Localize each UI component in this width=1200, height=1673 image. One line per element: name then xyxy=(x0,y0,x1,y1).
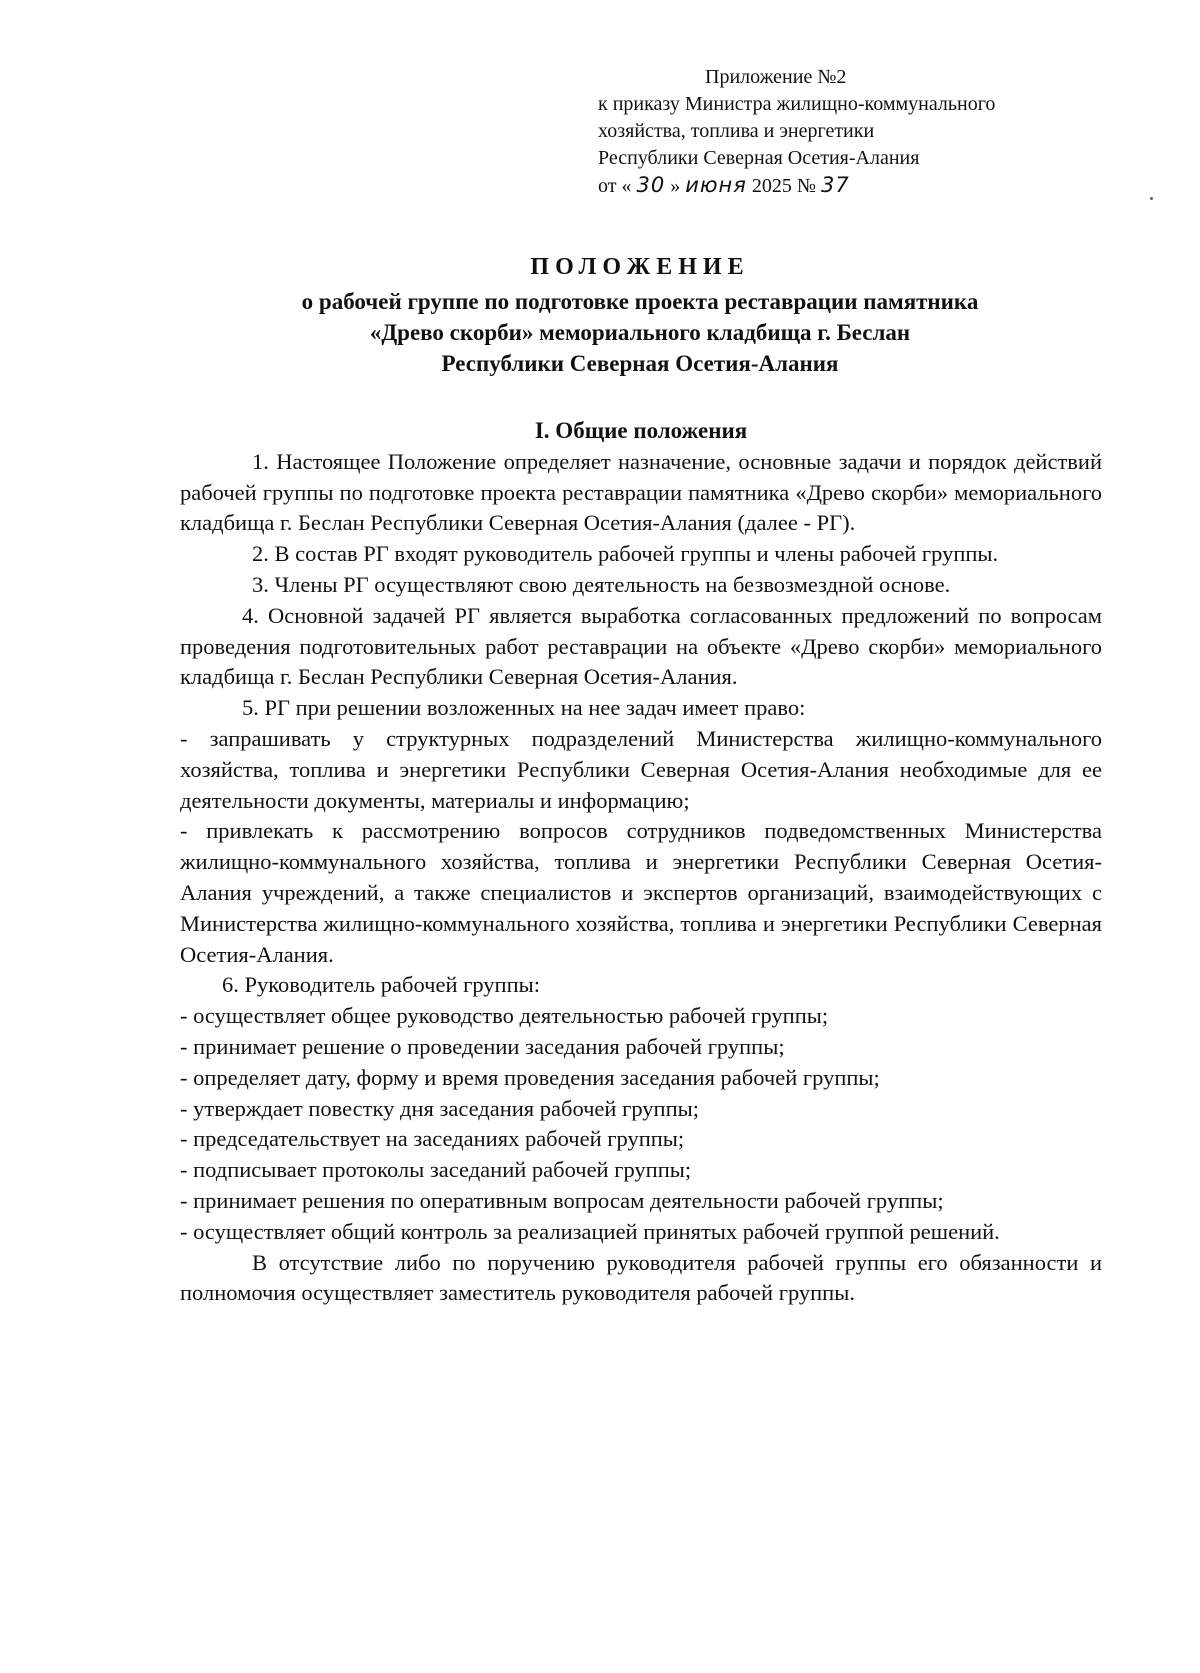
paragraph-6-item-h: - осуществляет общий контроль за реализацией принятых рабочей группой решений. xyxy=(180,1218,1000,1244)
date-mid: » xyxy=(670,175,681,197)
paragraph-6-item-b: - принимает решение о проведении заседания рабочей группы; xyxy=(180,1033,785,1059)
document-title xyxy=(178,252,1102,379)
paragraph-2: 2. В состав РГ входят руководитель рабочей группы и члены рабочей группы. xyxy=(252,541,999,567)
appendix-date-line xyxy=(598,172,1118,200)
paragraph-5-item-a: - запрашивать у структурных подразделений Министерства жилищно-коммунального хозяйства, топлива и энергетики Республики Северная Осетия-Алания необходимые для ее деятельности документы, материалы и информацию; xyxy=(180,725,1102,813)
paragraph-6-item-d: - утверждает повестку дня заседания рабочей группы; xyxy=(180,1095,699,1121)
title-heading: ПОЛОЖЕНИЕ xyxy=(530,254,750,280)
paragraph-6-item-a: - осуществляет общее руководство деятельностью рабочей группы; xyxy=(180,1003,829,1029)
appendix-republic-line: Республики Северная Осетия-Алания xyxy=(598,147,920,169)
paragraph-3: 3. Члены РГ осуществляют свою деятельность на безвозмездной основе. xyxy=(252,571,951,597)
date-year: 2025 № xyxy=(751,175,817,197)
date-month-handwritten: июня xyxy=(685,173,747,197)
paragraph-5: 5. РГ при решении возложенных на нее задач имеет право: xyxy=(242,695,806,721)
paragraph-5-item-b: - привлекать к рассмотрению вопросов сотрудников подведомственных Министерства жилищно-коммунального хозяйства, топлива и энергетики Республики Северная Осетия-Алания учреждений, а также специалистов и экспертов организаций, взаимодействующих с Министерства жилищно-коммунального хозяйства, топлива и энергетики Республики Северная Осетия-Алания. xyxy=(180,818,1102,967)
paragraph-6-item-f: - подписывает протоколы заседаний рабочей группы; xyxy=(180,1157,692,1183)
date-prefix: от « xyxy=(598,175,632,197)
paragraph-6: 6. Руководитель рабочей группы: xyxy=(222,972,540,998)
title-line-1: о рабочей группе по подготовке проекта реставрации памятника xyxy=(301,289,979,314)
section-heading: I. Общие положения xyxy=(534,418,748,443)
appendix-ministry-line: хозяйства, топлива и энергетики xyxy=(598,120,875,142)
paragraph-6-item-g: - принимает решения по оперативным вопросам деятельности рабочей группы; xyxy=(180,1187,944,1213)
title-line-3: Республики Северная Осетия-Алания xyxy=(441,351,839,376)
scan-speck xyxy=(1150,197,1153,200)
appendix-number: Приложение №2 xyxy=(705,66,847,88)
appendix-header xyxy=(598,64,1118,200)
order-number-handwritten: 37 xyxy=(821,173,850,197)
date-day-handwritten: 30 xyxy=(636,173,666,197)
paragraph-6-item-c: - определяет дату, форму и время проведения заседания рабочей группы; xyxy=(180,1064,880,1090)
paragraph-7: В отсутствие либо по поручению руководителя рабочей группы его обязанности и полномочия осуществляет заместитель руководителя рабочей группы. xyxy=(180,1249,1102,1306)
paragraph-1: 1. Настоящее Положение определяет назначение, основные задачи и порядок действий рабочей группы по подготовке проекта реставрации памятника «Древо скорби» мемориального кладбища г. Беслан Республики Северная Осетия-Алания (далее - РГ). xyxy=(180,448,1102,536)
title-line-2: «Древо скорби» мемориального кладбища г. Беслан xyxy=(369,320,911,345)
paragraph-4: 4. Основной задачей РГ является выработка согласованных предложений по вопросам проведения подготовительных работ реставрации на объекте «Древо скорби» мемориального кладбища г. Беслан Республики Северная Осетия-Алания. xyxy=(180,602,1102,690)
document-body xyxy=(180,416,1102,1309)
appendix-order-line: к приказу Министра жилищно-коммунального xyxy=(598,93,996,115)
paragraph-6-item-e: - председательствует на заседаниях рабочей группы; xyxy=(180,1126,685,1152)
